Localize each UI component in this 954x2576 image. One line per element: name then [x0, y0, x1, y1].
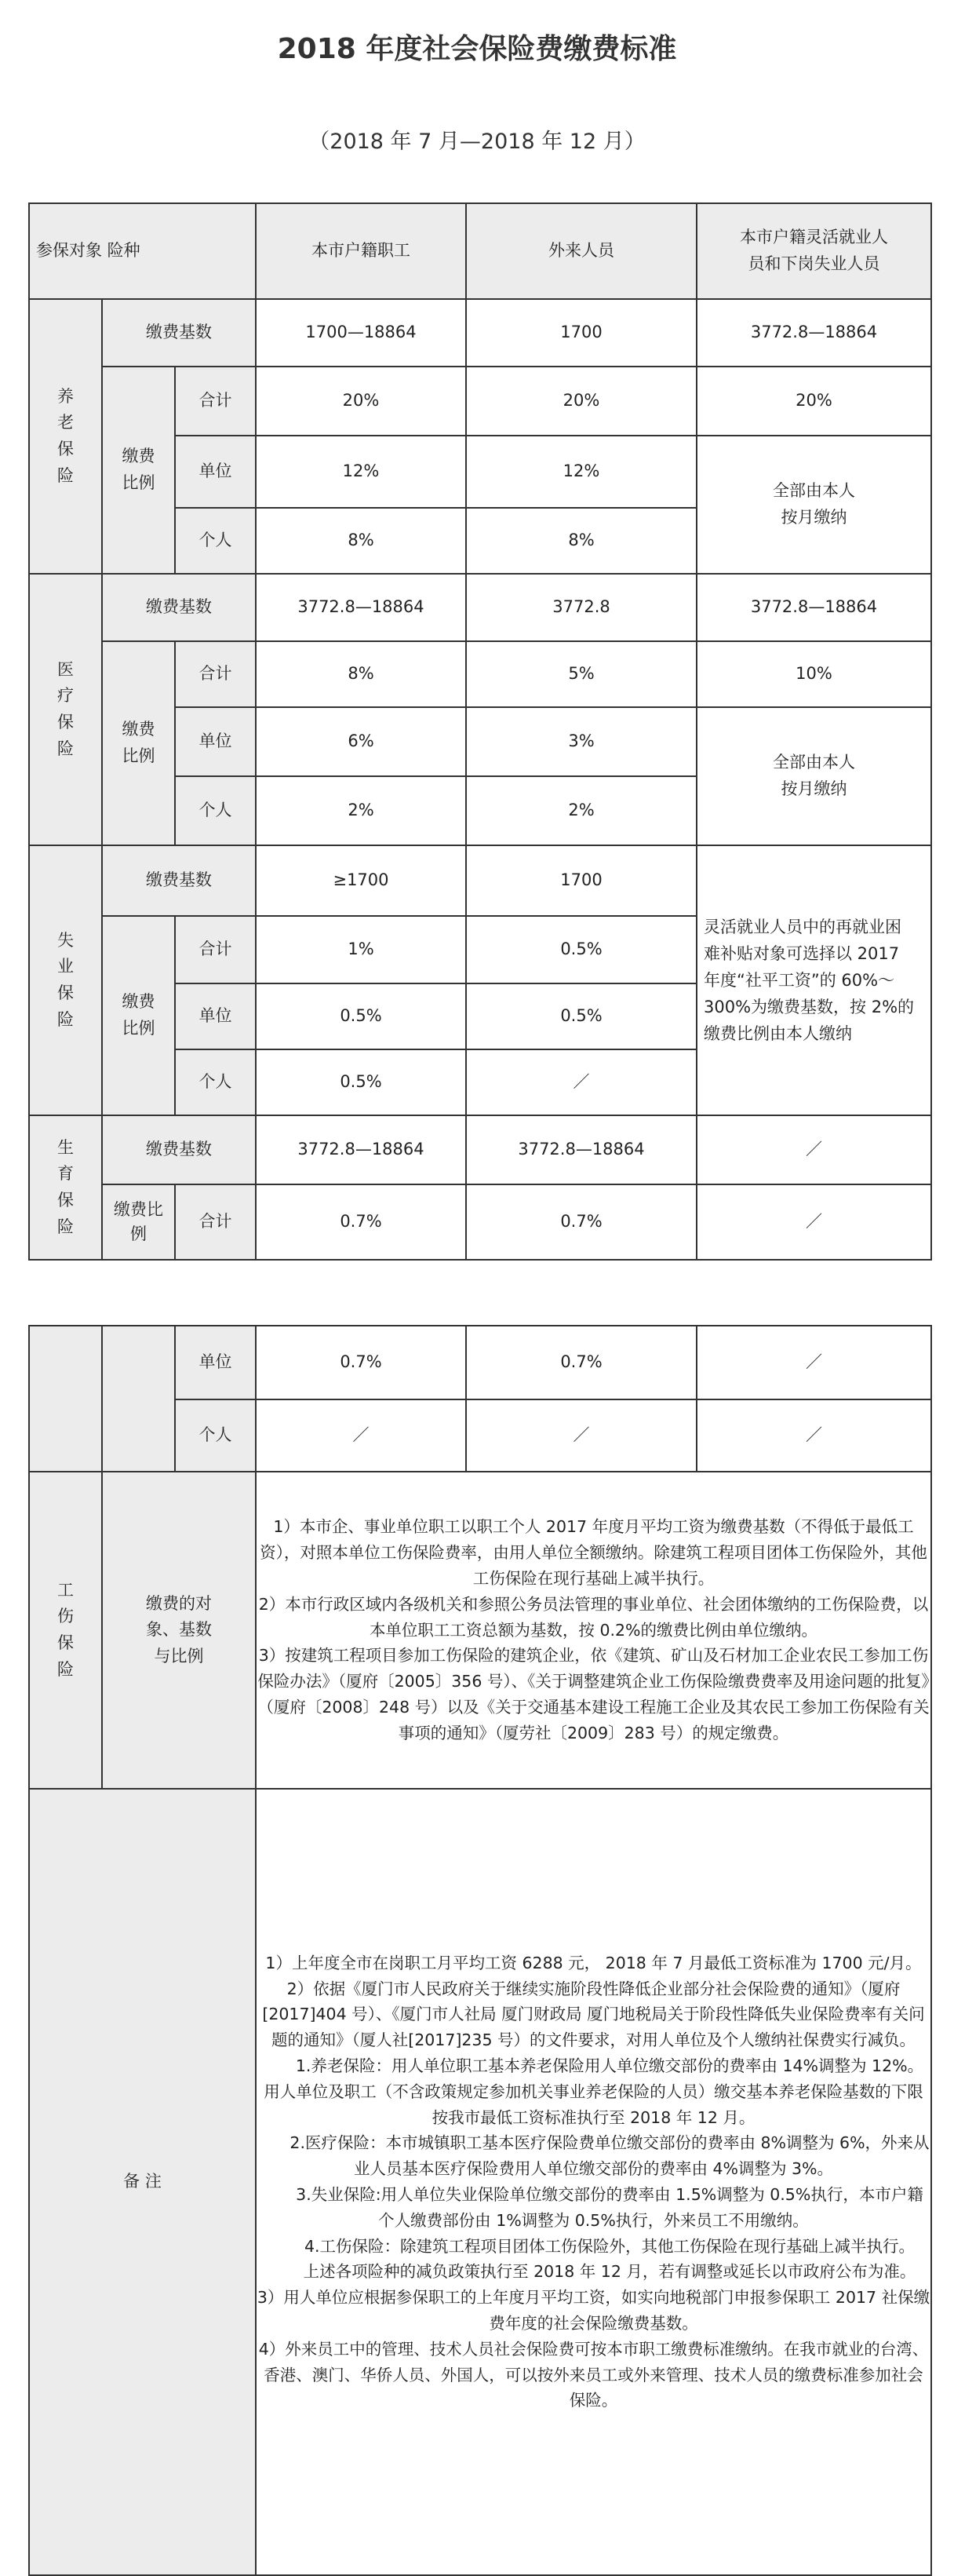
unemployment-ratio-label: 缴费 比例: [102, 916, 175, 1115]
remark-1: 1）上年度全市在岗职工月平均工资 6288 元， 2018 年 7 月最低工资标准为 1700 元/月。: [265, 1953, 922, 1972]
medical-unit-local: 6%: [256, 707, 466, 776]
unemployment-total-local: 1%: [256, 916, 466, 983]
medical-label: 医 疗 保 险: [29, 574, 102, 845]
maternity-base-local: 3772.8—18864: [256, 1115, 466, 1184]
medical-ratio-label: 缴费 比例: [102, 641, 175, 845]
maternity-unit-migrant: 0.7%: [466, 1326, 697, 1399]
header-corner: 参保对象 险种: [29, 203, 256, 299]
pension-unit-local: 12%: [256, 436, 466, 508]
injury-criteria-label: 缴费的对 象、基数 与比例: [102, 1472, 256, 1789]
pension-label: 养 老 保 险: [29, 299, 102, 574]
insurance-table-lower: [28, 1325, 932, 2576]
remark-pension: 1.养老保险：用人单位职工基本养老保险用人单位缴交部份的费率由 14%调整为 12%。用人单位及职工（不含政策规定参加机关事业养老保险的人员）缴交基本养老保险基数的下限按我市最低工资标准执行至 2018 年 12 月。: [264, 2056, 924, 2127]
pension-base-flexible: 3772.8—18864: [697, 299, 931, 367]
unemployment-label: 失 业 保 险: [29, 845, 102, 1115]
remark-policy-period: 上述各项险种的减负政策执行至 2018 年 12 月，若有调整或延长以市政府公布为准。: [303, 2262, 916, 2282]
medical-total-migrant: 5%: [466, 641, 697, 707]
pension-flexible-self-pay: 全部由本人 按月缴纳: [697, 436, 931, 574]
medical-base-local: 3772.8—18864: [256, 574, 466, 641]
maternity-personal-flexible: ／: [697, 1399, 931, 1472]
medical-personal-local: 2%: [256, 776, 466, 845]
injury-rule-2: 2）本市行政区域内各级机关和参照公务员法管理的事业单位、社会团体缴纳的工伤保险费，以本单位职工工资总额为基数，按 0.2%的缴费比例由单位缴纳。: [258, 1594, 929, 1640]
remark-3: 3）用人单位应根据参保职工的上年度月平均工资，如实向地税部门申报参保职工 2017 社保缴费年度的社会保险缴费基数。: [257, 2288, 930, 2333]
remark-4: 4）外来员工中的管理、技术人员社会保险费可按本市职工缴费标准缴纳。在我市就业的台湾、香港、澳门、华侨人员、外国人，可以按外来员工或外来管理、技术人员的缴费标准参加社会保险。: [258, 2339, 929, 2410]
pension-unit-migrant: 12%: [466, 436, 697, 508]
page-title: 2018 年度社会保险费缴费标准: [277, 33, 677, 65]
maternity-unit-label: 单位: [175, 1326, 256, 1399]
maternity-label-continued: [29, 1326, 102, 1472]
header-col-local: 本市户籍职工: [256, 203, 466, 299]
maternity-ratio-label: 缴费比 例: [102, 1184, 175, 1260]
injury-rule-3: 3）按建筑工程项目参加工伤保险的建筑企业，依《建筑、矿山及石材加工企业农民工参加工伤保险办法》（厦府〔2005〕356 号）、《关于调整建筑企业工伤保险缴费费率及用途问题的批复》（厦府〔2008〕248 号）以及《关于交通基本建设工程施工企业及其农民工参加工伤保险有关事项的通知》（厦劳社〔2009〕283 号）的规定缴费。: [257, 1646, 930, 1742]
pension-total-label: 合计: [175, 367, 256, 436]
medical-personal-migrant: 2%: [466, 776, 697, 845]
header-col-flexible: 本市户籍灵活就业人 员和下岗失业人员: [697, 203, 931, 299]
unemployment-personal-label: 个人: [175, 1049, 256, 1115]
maternity-total-flexible: ／: [697, 1184, 931, 1260]
unemployment-unit-migrant: 0.5%: [466, 983, 697, 1049]
medical-personal-label: 个人: [175, 776, 256, 845]
remark-2: 2）依据《厦门市人民政府关于继续实施阶段性降低企业部分社会保险费的通知》（厦府[2017]404 号）、《厦门市人社局 厦门财政局 厦门地税局关于阶段性降低失业保险费率有关问题的通知》（厦人社[2017]235 号）的文件要求，对用人单位及个人缴纳社保费实行减负。: [262, 1979, 925, 2050]
medical-total-flexible: 10%: [697, 641, 931, 707]
unemployment-base-label: 缴费基数: [102, 845, 256, 916]
pension-ratio-label: 缴费 比例: [102, 367, 175, 574]
maternity-ratio-label-continued: [102, 1326, 175, 1472]
unemployment-unit-local: 0.5%: [256, 983, 466, 1049]
pension-total-flexible: 20%: [697, 367, 931, 436]
pension-total-migrant: 20%: [466, 367, 697, 436]
pension-base-migrant: 1700: [466, 299, 697, 367]
maternity-total-label: 合计: [175, 1184, 256, 1260]
insurance-table-upper: [28, 203, 932, 1261]
maternity-total-local: 0.7%: [256, 1184, 466, 1260]
pension-unit-label: 单位: [175, 436, 256, 508]
medical-unit-label: 单位: [175, 707, 256, 776]
injury-rules: [256, 1472, 931, 1789]
injury-label: 工 伤 保 险: [29, 1472, 102, 1789]
maternity-unit-local: 0.7%: [256, 1326, 466, 1399]
medical-total-local: 8%: [256, 641, 466, 707]
remarks-content: [256, 1789, 931, 2575]
pension-personal-migrant: 8%: [466, 508, 697, 574]
maternity-unit-flexible: ／: [697, 1326, 931, 1399]
maternity-total-migrant: 0.7%: [466, 1184, 697, 1260]
medical-base-label: 缴费基数: [102, 574, 256, 641]
pension-personal-local: 8%: [256, 508, 466, 574]
unemployment-base-local: ≥1700: [256, 845, 466, 916]
maternity-personal-label: 个人: [175, 1399, 256, 1472]
page-subtitle: （2018 年 7 月—2018 年 12 月）: [308, 130, 646, 154]
maternity-base-migrant: 3772.8—18864: [466, 1115, 697, 1184]
unemployment-total-migrant: 0.5%: [466, 916, 697, 983]
pension-base-label: 缴费基数: [102, 299, 256, 367]
injury-rule-1: 1）本市企、事业单位职工以职工个人 2017 年度月平均工资为缴费基数（不得低于最低工资），对照本单位工伤保险费率，由用人单位全额缴纳。除建筑工程项目团体工伤保险外，其他工伤保险在现行基础上减半执行。: [260, 1517, 927, 1588]
remark-unemployment: 3.失业保险:用人单位失业保险单位缴交部份的费率由 1.5%调整为 0.5%执行，本市户籍个人缴费部份由 1%调整为 0.5%执行，外来员工不用缴纳。: [296, 2185, 923, 2230]
unemployment-personal-migrant: ／: [466, 1049, 697, 1115]
medical-total-label: 合计: [175, 641, 256, 707]
maternity-base-label: 缴费基数: [102, 1115, 256, 1184]
header-col-migrant: 外来人员: [466, 203, 697, 299]
pension-base-local: 1700—18864: [256, 299, 466, 367]
maternity-label: 生 育 保 险: [29, 1115, 102, 1260]
unemployment-personal-local: 0.5%: [256, 1049, 466, 1115]
maternity-base-flexible: ／: [697, 1115, 931, 1184]
pension-personal-label: 个人: [175, 508, 256, 574]
medical-unit-migrant: 3%: [466, 707, 697, 776]
medical-flexible-self-pay: 全部由本人 按月缴纳: [697, 707, 931, 845]
medical-base-migrant: 3772.8: [466, 574, 697, 641]
remark-medical: 2.医疗保险：本市城镇职工基本医疗保险费单位缴交部份的费率由 8%调整为 6%，外来从业人员基本医疗保险费用人单位缴交部份的费率由 4%调整为 3%。: [289, 2133, 930, 2179]
remark-injury: 4.工伤保险：除建筑工程项目团体工伤保险外，其他工伤保险在现行基础上减半执行。: [304, 2236, 916, 2256]
unemployment-unit-label: 单位: [175, 983, 256, 1049]
pension-total-local: 20%: [256, 367, 466, 436]
maternity-personal-local: ／: [256, 1399, 466, 1472]
unemployment-base-migrant: 1700: [466, 845, 697, 916]
unemployment-flexible-note: 灵活就业人员中的再就业困 难补贴对象可选择以 2017 年度“社平工资”的 60%～ 300%为缴费基数，按 2%的 缴费比例由本人缴纳: [697, 845, 931, 1115]
remarks-label: 备 注: [29, 1789, 256, 2575]
medical-base-flexible: 3772.8—18864: [697, 574, 931, 641]
maternity-personal-migrant: ／: [466, 1399, 697, 1472]
unemployment-total-label: 合计: [175, 916, 256, 983]
